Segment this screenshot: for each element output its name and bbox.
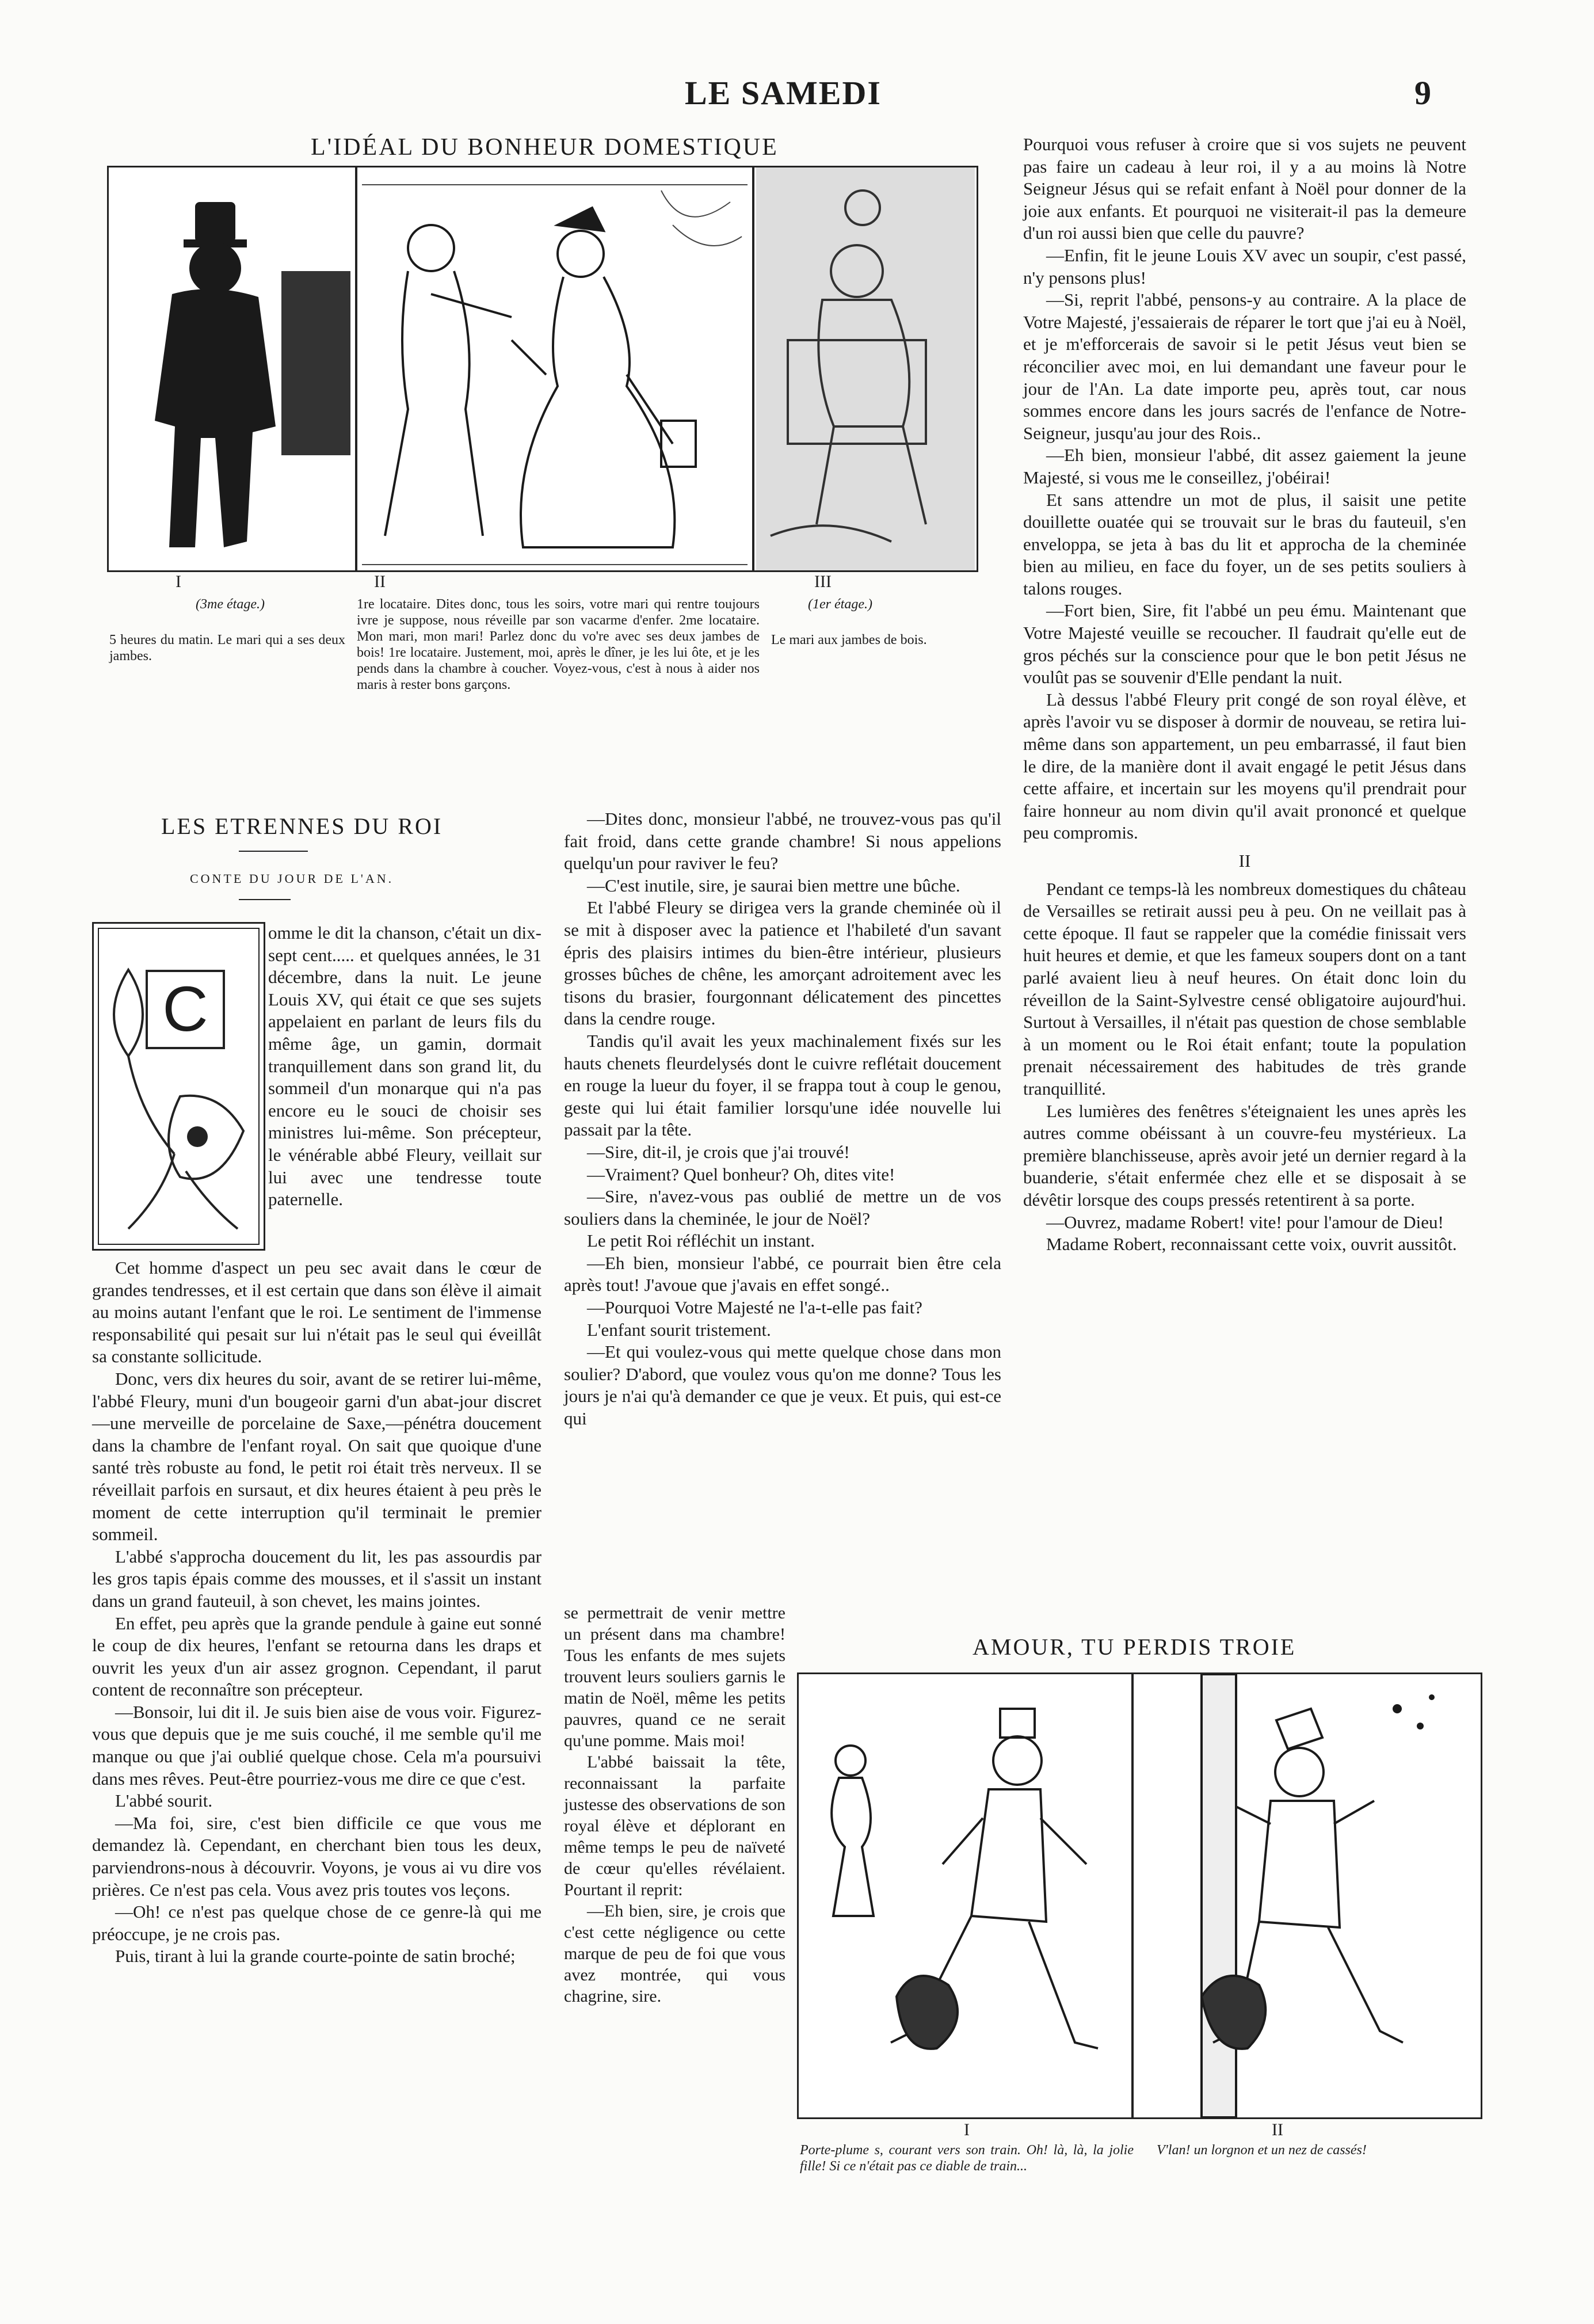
story-paragraph: —Oh! ce n'est pas quelque chose de ce genre-là qui me préoccupe, je ne crois pas. bbox=[92, 1902, 541, 1944]
top-illustration-title: L'IDÉAL DU BONHEUR DOMESTIQUE bbox=[311, 134, 779, 161]
story-paragraph: —Sire, n'avez-vous pas oublié de mettre un de vos souliers dans la cheminée, le jour de Noël? bbox=[564, 1186, 1001, 1229]
story-paragraph: Pourquoi vous refuser à croire que si vos sujets ne peuvent pas faire un cadeau à leur roi, il y a au moins là Notre Seigneur Jésus qui se refait enfant à Noël pour donner de la joie aux enfants. Et pourquoi ne visiterait-il pas la demeure d'un roi aussi bien que celle du pauvre? bbox=[1023, 134, 1466, 243]
story-paragraph: —Pourquoi Votre Majesté ne l'a-t-elle pas fait? bbox=[587, 1297, 922, 1318]
story-subtitle: CONTE DU JOUR DE L'AN. bbox=[190, 871, 394, 886]
story-paragraph: —Si, reprit l'abbé, pensons-y au contraire. A la place de Votre Majesté, j'essaierais de réparer le tort que j'ai eu à Noël, et je m'efforcerais de savoir si le petit Jésus veut bien se réconcilier avec moi, en lui demandant une faveur pour le jour de l'An. La date importe peu, après tout, car nous sommes encore dans les jours sacrés de l'enfance de Notre-Seigneur, jusqu'au jour des Rois.. bbox=[1023, 289, 1466, 443]
story-paragraph: —Bonsoir, lui dit il. Je suis bien aise de vous voir. Figurez-vous que depuis que je me suis couché, il me semble qu'il me manque ou que j'ai oublié quelque chose. Cela m'a poursuivi dans mes rêves. Peut-être pourriez-vous me dire ce que c'est. bbox=[92, 1701, 541, 1789]
story-paragraph: Tandis qu'il avait les yeux machinalement fixés sur les hauts chenets fleurdelysés dont le cuivre reflétait doucement en rouge la lueur du foyer, il se frappa tout à coup le genou, geste qui lui était familier lorsqu'une idée nouvelle lui passait par la tête. bbox=[564, 1030, 1001, 1140]
story-paragraph: Et sans attendre un mot de plus, il saisit une petite douillette ouatée qui se trouvait sur le bras du fauteuil, s'en enveloppa, se jeta à bas du lit et approcha de la cheminée bien au milieu, en face du foyer, un de ses petits souliers à talons rouges. bbox=[1023, 489, 1466, 599]
story-column-2-narrow bbox=[564, 1602, 785, 2007]
title-divider bbox=[239, 851, 308, 852]
bottom-panel-number-1: I bbox=[964, 2120, 970, 2139]
story-paragraph: —Vraiment? Quel bonheur? Oh, dites vite! bbox=[587, 1164, 895, 1184]
section-number: II bbox=[1238, 851, 1251, 871]
story-paragraph: L'abbé s'approcha doucement du lit, les pas assourdis par les gros tapis épais comme des mousses, et il s'assit un instant dans un grand fauteuil, à son chevet, les mains jointes. bbox=[92, 1546, 541, 1611]
drop-cap-letter: C bbox=[146, 970, 225, 1049]
story-paragraph: Et l'abbé Fleury se dirigea vers la grande cheminée où il se mit à disposer avec la patience et l'habileté d'un savant épris des plaisirs intimes du bien-être intérieur, plusieurs grosses bûches de chêne, les amorçant adroitement avec les tisons du brasier, fourgonnant délicatement des pincettes dans la cendre rouge. bbox=[564, 897, 1001, 1029]
panel-floor-3: (1er étage.) bbox=[808, 597, 872, 612]
subtitle-divider bbox=[239, 899, 291, 900]
story-paragraph: —Eh bien, monsieur l'abbé, dit assez gaiement la jeune Majesté, si vous me le conseillez, j'obéirai! bbox=[1023, 445, 1466, 487]
story-paragraph: L'abbé sourit. bbox=[115, 1790, 213, 1811]
story-paragraph: En effet, peu après que la grande pendule à gaine eut sonné le coup de dix heures, l'enfant se retourna dans les draps et ouvrit les yeux d'un air assez grognon. Cependant, il parut content de reconnaître son précepteur. bbox=[92, 1613, 541, 1700]
story-paragraph: L'abbé baissait la tête, reconnaissant la parfaite justesse des observations de son royal élève et déplorant en même temps le peu de naïveté de cœur qu'elles révélaient. Pourtant il reprit: bbox=[564, 1752, 785, 1899]
story-paragraph: Pendant ce temps-là les nombreux domestiques du château de Versailles se retirait aussi peu à peu. On ne veillait pas à cette époque. Il faut se rappeler que la comédie finissait vers huit heures et demie, et que les fameux soupers dont on a tant parlé avaient lieu à neuf heures. On était donc loin du réveillon de la Saint-Sylvestre censé obligatoire aujourd'hui. Surtout à Versailles, il n'était pas question de chose semblable à un moment ou le Roi était enfant; toute la population prenait nécessairement des habitudes de très grande tranquillité. bbox=[1023, 878, 1466, 1099]
panel-number-1: I bbox=[176, 572, 181, 591]
story-paragraph: —Enfin, fit le jeune Louis XV avec un soupir, c'est passé, n'y pensons plus! bbox=[1023, 245, 1466, 288]
panel-floor-1: (3me étage.) bbox=[196, 597, 265, 612]
bottom-panel-number-2: II bbox=[1272, 2120, 1283, 2139]
bottom-panel-caption-1: Porte-plume s, courant vers son train. Oh! là, là, la jolie fille! Si ce n'était pas ce diable de train... bbox=[800, 2143, 1134, 2174]
panel-caption-1: 5 heures du matin. Le mari qui a ses deux jambes. bbox=[109, 633, 345, 664]
bottom-panel-caption-2: V'lan! un lorgnon et un nez de cassés! bbox=[1157, 2143, 1367, 2158]
story-paragraph: —Eh bien, sire, je crois que c'est cette négligence ou cette marque de peu de foi que vous avez montrée, qui vous chagrine, sire. bbox=[564, 1902, 785, 2006]
top-illustration bbox=[107, 166, 978, 572]
story-paragraph: —Ma foi, sire, c'est bien difficile ce que vous me demandez là. Cependant, en cherchant bien tous les deux, parviendrons-nous à découvrir. Voyons, je vous ai vu dire vos prières. Ce n'est pas cela. Vous avez pris toutes vos leçons. bbox=[92, 1812, 541, 1900]
story-paragraph: Le petit Roi réfléchit un instant. bbox=[587, 1230, 815, 1251]
story-paragraph: Donc, vers dix heures du soir, avant de se retirer lui-même, l'abbé Fleury, muni d'un bougeoir garni d'un abat-jour discret—une merveille de porcelaine de Saxe,—pénétra doucement dans la chambre de l'enfant royal. On sait que quoique d'une santé très robuste au fond, le petit roi était très nerveux. Il se réveillait parfois en sursaut, et dix heures étaient à peu près le moment de cette interruption qu'il terminait le premier sommeil. bbox=[92, 1368, 541, 1545]
story-column-3 bbox=[1023, 134, 1466, 1256]
story-paragraph: Madame Robert, reconnaissant cette voix, ouvrit aussitôt. bbox=[1046, 1234, 1457, 1255]
story-paragraph: —Et qui voulez-vous qui mette quelque chose dans mon soulier? D'abord, que voulez vous qu'on me donne? Tous les jours je n'ai qu'à demander ce que je veux. Et puis, qui est-ce qui bbox=[564, 1342, 1001, 1429]
bottom-illustration-title: AMOUR, TU PERDIS TROIE bbox=[973, 1634, 1296, 1660]
story-paragraph: —Fort bien, Sire, fit l'abbé un peu ému. Maintenant que Votre Majesté veuille se recoucher. Il faudrait qu'elle eut de gros péchés sur la conscience pour que le bon petit Jésus ne voulût pas se souvenir d'Elle pendant la nuit. bbox=[1023, 600, 1466, 688]
panel-caption-2: 1re locataire. Dites donc, tous les soirs, votre mari qui rentre toujours ivre je suppose, nous réveille par son vacarme d'enfer. 2me locataire. Mon mari, mon mari! Parlez donc du vo're avec ses deux jambes de bois! 1re locataire. Justement, moi, après le dîner, je les lui ôte, et je les pends dans la chambre à coucher. Voyez-vous, c'est à nous à aider nos maris à rester bons garçons. bbox=[357, 597, 760, 692]
story-paragraph: —C'est inutile, sire, je saurai bien mettre une bûche. bbox=[587, 875, 960, 896]
masthead: LE SAMEDI bbox=[685, 74, 882, 112]
page-number: 9 bbox=[1414, 74, 1432, 112]
story-paragraph: —Eh bien, monsieur l'abbé, ce pourrait bien être cela après tout! J'avoue que j'avais en effet songé.. bbox=[564, 1252, 1001, 1296]
story-column-2 bbox=[564, 808, 1001, 1430]
bottom-illustration bbox=[797, 1672, 1482, 2119]
story-paragraph: —Sire, dit-il, je crois que j'ai trouvé! bbox=[587, 1141, 850, 1162]
story-paragraph: L'enfant sourit tristement. bbox=[587, 1319, 771, 1340]
story-paragraph: Cet homme d'aspect un peu sec avait dans le cœur de grandes tendresses, et il est certain que dans son élève il aimait au moins autant l'enfant que le roi. Le sentiment de l'immense responsabilité qui pesait sur lui n'était pas le seul qui éveillât sa constante sollicitude. bbox=[92, 1258, 541, 1367]
story-column-1 bbox=[92, 922, 541, 1968]
story-paragraph: Là dessus l'abbé Fleury prit congé de son royal élève, et après l'avoir vu se disposer à dormir de nouveau, se retira lui-même dans son appartement, un peu embarrassé, il faut bien le dire, de la manière dont il avait engagé le petit Jésus dans cette affaire, et incertain sur les moyens qu'il prendrait pour faire honneur au nom divin qu'il avait prononcé et quelque peu compromis. bbox=[1023, 689, 1466, 843]
story-title: LES ETRENNES DU ROI bbox=[161, 813, 443, 839]
panel-caption-3: Le mari aux jambes de bois. bbox=[771, 633, 927, 647]
panel-number-3: III bbox=[814, 572, 832, 591]
story-paragraph: —Dites donc, monsieur l'abbé, ne trouvez-vous pas qu'il fait froid, dans cette grande chambre! Si nous appelions quelqu'un pour raviver le feu? bbox=[564, 809, 1001, 874]
panel-number-2: II bbox=[374, 572, 386, 591]
story-paragraph: Puis, tirant à lui la grande courte-pointe de satin broché; bbox=[115, 1946, 516, 1967]
story-paragraph: se permettrait de venir mettre un présent dans ma chambre! Tous les enfants de mes sujets trouvent leurs souliers garnis le matin de Noël, même les petits pauvres, quand ce ne serait qu'une pomme. Mais moi! bbox=[564, 1603, 785, 1750]
story-paragraph: Les lumières des fenêtres s'éteignaient les unes après les autres comme obéissant à un couvre-feu mystérieux. La première blanchisseuse, après avoir jeté un dernier regard à la buanderie, s'était enfermée chez elle et se disposait à se dévêtir lorsque des coups pressés retentirent à sa porte. bbox=[1023, 1100, 1466, 1210]
story-paragraph: —Ouvrez, madame Robert! vite! pour l'amour de Dieu! bbox=[1046, 1211, 1444, 1232]
